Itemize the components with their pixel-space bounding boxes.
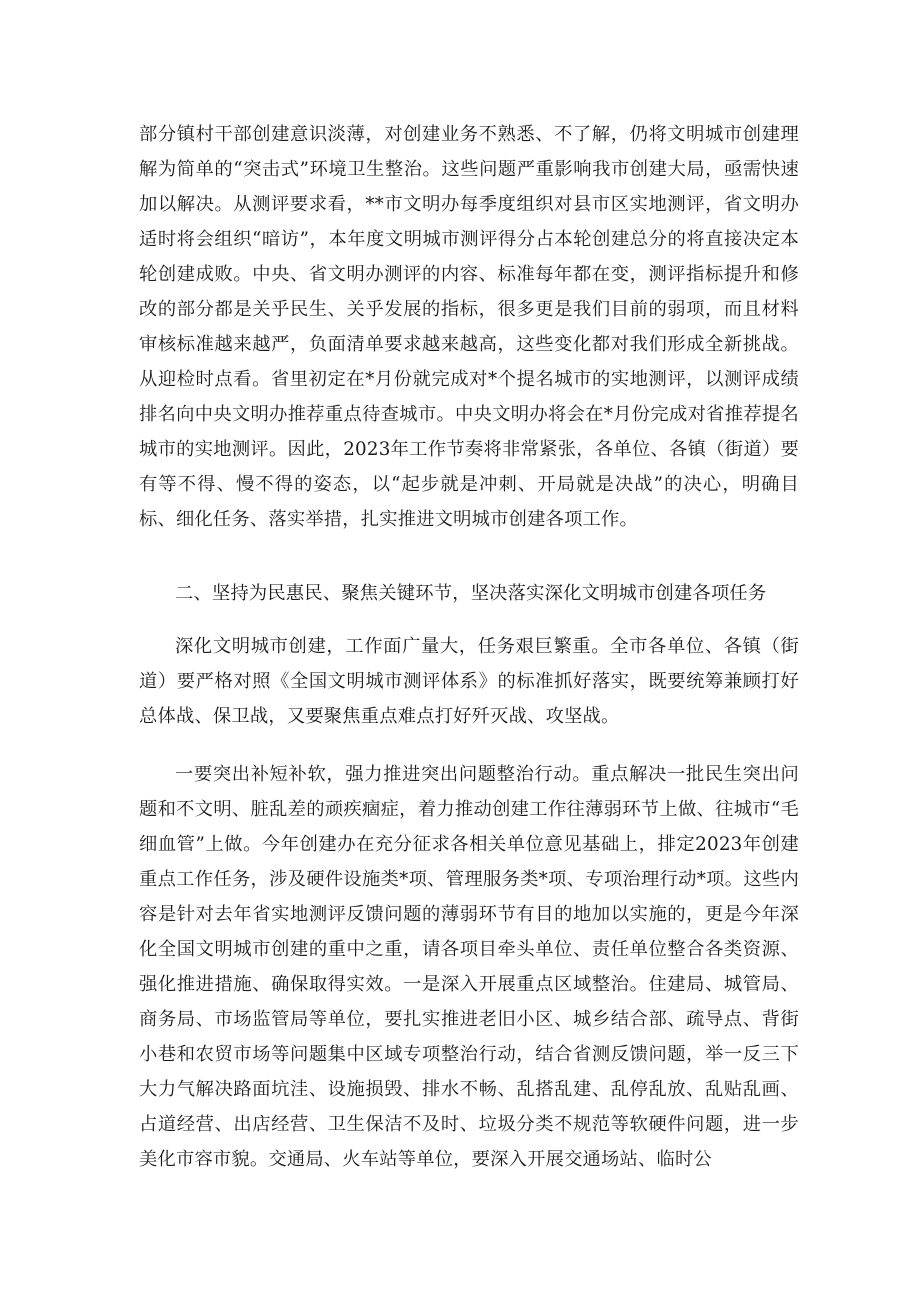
section-heading: 二、坚持为民惠民、聚焦关键环节，坚决落实深化文明城市创建各项任务 xyxy=(175,583,767,604)
body-paragraph-continued: 部分镇村干部创建意识淡薄，对创建业务不熟悉、不了解，仍将文明城市创建理解为简单的“突击式”环境卫生整治。这些问题严重影响我市创建大局，亟需快速加以解决。从测评要求看，**市文明办每季度组织对县市区实地测评，省文明办适时将会组织“暗访”，本年度文明城市测评得分占本轮创建总分的将直接决定本轮创建成败。中央、省文明办测评的内容、标准每年都在变，测评指标提升和修改的部分都是关乎民生、关乎发展的指标，很多更是我们目前的弱项，而且材料审核标准越来越严，负面清单要求越来越高，这些变化都对我们形成全新挑战。从迎检时点看。省里初定在*月份就完成对*个提名城市的实地测评，以测评成绩排名向中央文明办推荐重点待查城市。中央文明办将会在*月份完成对省推荐提名城市的实地测评。因此，2023年工作节奏将非常紧张，各单位、各镇（街道）要有等不得、慢不得的姿态，以“起步就是冲刺、开局就是决战”的决心，明确目标、细化任务、落实举措，扎实推进文明城市创建各项工作。 xyxy=(139,124,799,530)
body-paragraph: 一要突出补短补软，强力推进突出问题整治行动。重点解决一批民生突出问题和不文明、脏乱差的顽疾痼症，着力推动创建工作往薄弱环节上做、往城市“毛细血管”上做。今年创建办在充分征求各相关单位意见基础上，排定2023年创建重点工作任务，涉及硬件设施类*项、管理服务类*项、专项治理行动*项。这些内容是针对去年省实地测评反馈问题的薄弱环节有目的地加以实施的，更是今年深化全国文明城市创建的重中之重，请各项目牵头单位、责任单位整合各类资源、强化推进措施、确保取得实效。一是深入开展重点区域整治。住建局、城管局、商务局、市场监管局等单位，要扎实推进老旧小区、城乡结合部、疏导点、背街小巷和农贸市场等问题集中区域专项整治行动，结合省测反馈问题，举一反三下大力气解决路面坑洼、设施损毁、排水不畅、乱搭乱建、乱停乱放、乱贴乱画、占道经营、出店经营、卫生保洁不及时、垃圾分类不规范等软硬件问题，进一步美化市容市貌。交通局、火车站等单位，要深入开展交通场站、临时公 xyxy=(139,764,799,1170)
body-paragraph: 深化文明城市创建，工作面广量大，任务艰巨繁重。全市各单位、各镇（街道）要严格对照《全国文明城市测评体系》的标准抓好落实，既要统筹兼顾打好总体战、保卫战，又要聚焦重点难点打好歼灭战、攻坚战。 xyxy=(139,636,799,727)
